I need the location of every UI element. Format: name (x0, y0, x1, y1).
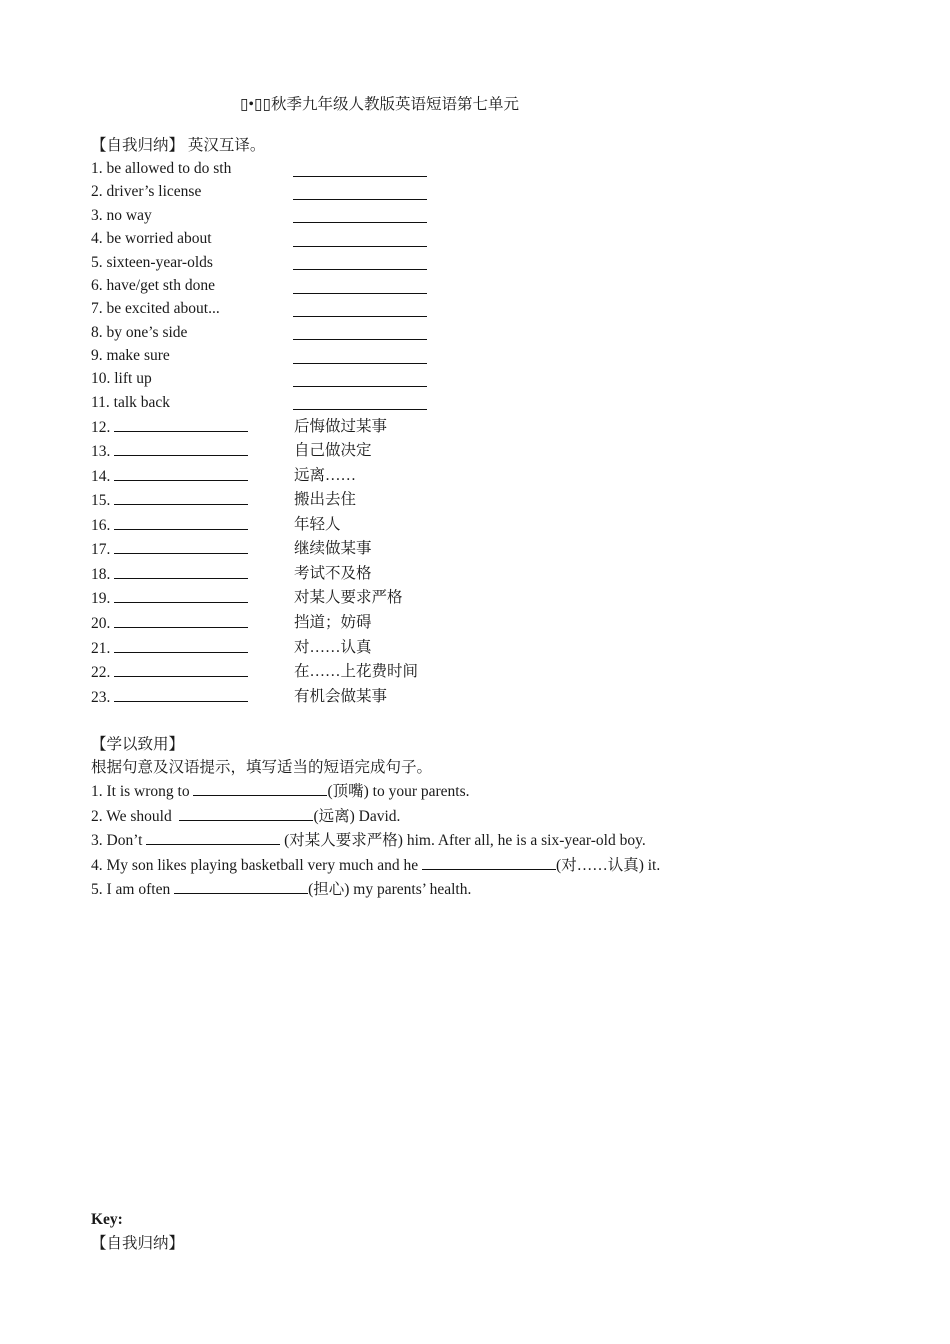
answer-blank[interactable] (114, 490, 248, 505)
item-number: 17. (91, 541, 111, 558)
list-item (91, 564, 248, 585)
sentence-text: 1. It is wrong to (91, 783, 194, 800)
section-heading-apply: 【学以致用】 (91, 736, 185, 753)
item-chinese: 自己做决定 (294, 442, 372, 459)
list-item (91, 441, 248, 462)
answer-blank[interactable] (293, 269, 427, 270)
item-chinese: 远离…… (294, 467, 357, 484)
list-item: 7. be excited about... (91, 300, 220, 317)
sentence-hint: (对……认真) (556, 857, 644, 874)
title-glyph: ▯•▯▯ (240, 96, 272, 113)
list-item (91, 515, 248, 536)
answer-blank[interactable] (114, 564, 248, 579)
answer-blank[interactable] (114, 466, 248, 481)
item-chinese: 有机会做某事 (294, 688, 388, 705)
answer-blank[interactable] (174, 879, 308, 894)
page-title (240, 92, 519, 114)
list-item (91, 539, 248, 560)
sentence-text: him. After all, he is a six-year-old boy. (402, 832, 646, 849)
answer-blank[interactable] (114, 588, 248, 603)
item-chinese: 搬出去住 (294, 491, 357, 508)
answer-blank[interactable] (293, 176, 427, 177)
item-number: 23. (91, 689, 111, 706)
answer-blank[interactable] (293, 363, 427, 364)
answer-blank[interactable] (293, 222, 427, 223)
answer-blank[interactable] (146, 830, 280, 845)
item-number: 13. (91, 443, 111, 460)
answer-key-heading: 【自我归纳】 (91, 1235, 185, 1252)
answer-blank[interactable] (114, 441, 248, 456)
item-chinese: 后悔做过某事 (294, 418, 388, 435)
item-number: 12. (91, 419, 111, 436)
sentence-hint: (顶嘴) (327, 783, 369, 800)
item-chinese: 年轻人 (294, 516, 341, 533)
answer-blank[interactable] (114, 687, 248, 702)
list-item: 10. lift up (91, 370, 152, 387)
list-item (91, 417, 248, 438)
sentence-text: 2. We should (91, 808, 180, 825)
answer-key-label: Key: (91, 1211, 123, 1228)
answer-blank[interactable] (293, 316, 427, 317)
sentence-item (91, 879, 471, 900)
answer-blank[interactable] (114, 417, 248, 432)
list-item: 9. make sure (91, 347, 170, 364)
list-item: 2. driver’s license (91, 183, 202, 200)
section-heading-self-summary: 【自我归纳】 英汉互译。 (91, 137, 266, 154)
item-number: 16. (91, 517, 111, 534)
item-number: 22. (91, 664, 111, 681)
answer-blank[interactable] (422, 855, 556, 870)
sentence-text: 5. I am often (91, 881, 175, 898)
list-item: 8. by one’s side (91, 324, 188, 341)
list-item (91, 613, 248, 634)
answer-blank[interactable] (293, 293, 427, 294)
sentence-hint: (担心) (308, 881, 350, 898)
item-number: 15. (91, 492, 111, 509)
item-number: 18. (91, 566, 111, 583)
sentence-item (91, 806, 400, 827)
sentence-text: 3. Don’t (91, 832, 147, 849)
list-item: 4. be worried about (91, 230, 212, 247)
list-item: 5. sixteen-year-olds (91, 254, 213, 271)
answer-blank[interactable] (193, 781, 327, 796)
item-number: 19. (91, 590, 111, 607)
item-chinese: 挡道；妨碍 (294, 614, 372, 631)
list-item: 1. be allowed to do sth (91, 160, 232, 177)
answer-blank[interactable] (114, 539, 248, 554)
item-chinese: 对某人要求严格 (294, 589, 403, 606)
answer-blank[interactable] (114, 638, 248, 653)
list-item (91, 490, 248, 511)
list-item: 3. no way (91, 207, 152, 224)
sentence-text: 4. My son likes playing basketball very much and he (91, 857, 423, 874)
item-chinese: 继续做某事 (294, 540, 372, 557)
answer-blank[interactable] (114, 662, 248, 677)
item-chinese: 在……上花费时间 (294, 663, 419, 680)
list-item (91, 662, 248, 683)
sentence-hint: (远离) (313, 808, 355, 825)
sentence-text: to your parents. (368, 783, 470, 800)
sentence-item (91, 855, 660, 876)
item-chinese: 考试不及格 (294, 565, 372, 582)
list-item (91, 588, 248, 609)
answer-blank[interactable] (293, 409, 427, 410)
list-item: 11. talk back (91, 394, 171, 411)
list-item: 6. have/get sth done (91, 277, 215, 294)
answer-blank[interactable] (179, 806, 313, 821)
sentence-text: my parents’ health. (349, 881, 472, 898)
sentence-item (91, 781, 470, 802)
sentence-text: David. (354, 808, 401, 825)
answer-blank[interactable] (293, 199, 427, 200)
title-text: 秋季九年级人教版英语短语第七单元 (271, 96, 520, 113)
answer-blank[interactable] (293, 386, 427, 387)
sentence-item (91, 830, 646, 851)
answer-blank[interactable] (293, 246, 427, 247)
sentence-hint: (对某人要求严格) (280, 832, 403, 849)
answer-blank[interactable] (114, 515, 248, 530)
list-item (91, 687, 248, 708)
list-item (91, 638, 248, 659)
item-number: 14. (91, 468, 111, 485)
item-chinese: 对……认真 (294, 639, 372, 656)
section-instruction: 根据句意及汉语提示，填写适当的短语完成句子。 (91, 759, 433, 776)
answer-blank[interactable] (114, 613, 248, 628)
answer-blank[interactable] (293, 339, 427, 340)
sentence-text: it. (643, 857, 661, 874)
item-number: 21. (91, 640, 111, 657)
item-number: 20. (91, 615, 111, 632)
list-item (91, 466, 248, 487)
